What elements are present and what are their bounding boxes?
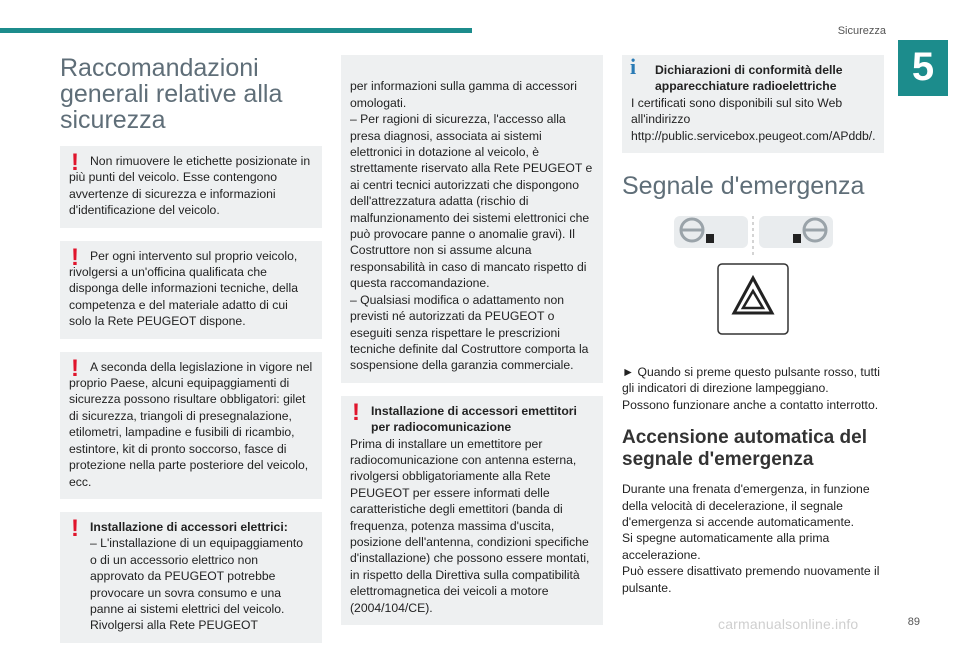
warning-icon: ! [71,149,79,176]
warning-icon: ! [71,514,79,542]
warning-heading: Installazione di accessori elettrici: [90,519,288,534]
warning-icon: ! [352,398,360,426]
warning-box [341,396,603,625]
info-heading: Dichiarazioni di conformità delle apparecchiature radioelettriche [655,63,843,94]
page-number: 89 [907,616,920,628]
warning-box [60,352,322,499]
warning-icon: ! [71,354,79,382]
info-text: I certificati sono disponibili sul sito Web all'indirizzo http://public.servicebox.peugeot.com/APddb/. [631,95,876,143]
warning-text: Prima di installare un emettitore per radiocomunicazione con antenna esterna, rivolgersi obbligatoriamente alla Rete PEUGEOT per essere informati delle caratteristiche degli emettitori (banda di frequenza, potenza massima d'uscita, posizione dell'antenna, condizioni specifiche d'installazione) che possono essere montati, in rispetto della Direttiva sulla compatibilità elettromagnetica dei veicoli a motore (2004/104/CE). [350,436,590,615]
bullet-text: Quando si preme questo pulsante rosso, tutti gli indicatori di direzione lampeggiano. [622,365,881,396]
dashboard-rhd-illustration [759,216,833,248]
warning-text: A seconda della legislazione in vigore nel proprio Paese, alcuni equipaggiamenti di sicurezza possono risultare obbligatori: gilet di sicurezza, triangoli di presegnalazione, etilometri, lampadine e fusibili di ricambio, estintore, kit di pronto soccorso, fasce di protezione nella parte posteriore del veicolo, ecc. [69,359,313,489]
warning-text: Non rimuovere le etichette posizionate in più punti del veicolo. Esse contengono avvertenze di sicurezza e informazioni d'identificazione del veicolo. [69,154,311,218]
warning-text: Per ogni intervento sul proprio veicolo, rivolgersi a un'officina qualificata che disponga delle informazioni tecniche, della competenza e del materiale adatto di cui solo la Rete PEUGEOT dispone. [69,248,298,329]
warning-text: – L'installazione di un equipaggiamento o di un accessorio elettrico non approvato da PEUGEOT potrebbe provocare un sovra consumo e una panne ai sistemi elettrici del veicolo. Rivolgersi alla Rete PEUGEOT [90,536,304,633]
continued-text: per informazioni sulla gamma di accessori omologati. – Per ragioni di sicurezza, l'accesso alla presa diagnosi, associata ai sistemi elettronici in dotazione al veicolo, è strettamente riservato alla Rete PEUGEOT e ai centri tecnici autorizzati che dispongono dell'attrezzatura adatta (rischio di malfunzionamento dei sistemi elettronici che può provocare panne o anomalie gravi). Il Costruttore non si assume alcuna responsabilità in caso di mancato rispetto di questa raccomandazione. – Qualsiasi modifica o adattamento non previsti né autorizzati da PEUGEOT o eseguiti senza rispettare le prescrizioni tecniche definite dal Costruttore comporta la sospensione della garanzia commerciale. [350,79,593,373]
heading-hazard-signal: Segnale d'emergenza [622,172,865,201]
column-3 [622,55,884,596]
heading-auto-hazard: Accensione automatica del segnale d'emergenza [622,427,867,471]
auto-hazard-text: Durante una frenata d'emergenza, in funzione della velocità di decelerazione, il segnale d'emergenza si accende automaticamente. Si spegne automaticamente alla prima accelerazione. Può essere disattivato premendo nuovamente il pulsante. [622,482,880,595]
watermark: carmanualsonline.info [718,616,859,632]
continued-warning-box [341,55,603,383]
info-icon: i [630,54,637,79]
top-accent-bar [0,28,472,33]
bullet-arrow-icon: ► [622,365,635,380]
warning-icon: ! [71,243,79,271]
dashboard-lhd-illustration [674,216,748,248]
hazard-button-icon [718,264,788,334]
warning-heading: Installazione di accessori emettitori per radiocomunicazione [371,403,577,435]
warning-box [60,146,322,228]
warning-box [60,241,322,339]
warning-box [60,512,322,643]
info-box [622,55,884,153]
bullet-after: Possono funzionare anche a contatto interrotto. [622,397,879,412]
chapter-badge: 5 [898,40,948,96]
column-2 [341,55,603,638]
hazard-description [622,364,884,413]
hazard-illustration [622,212,884,362]
column-1 [60,55,322,656]
section-title: Sicurezza [837,25,886,37]
heading-general-safety: Raccomandazioni generali relative alla sicurezza [60,54,283,134]
